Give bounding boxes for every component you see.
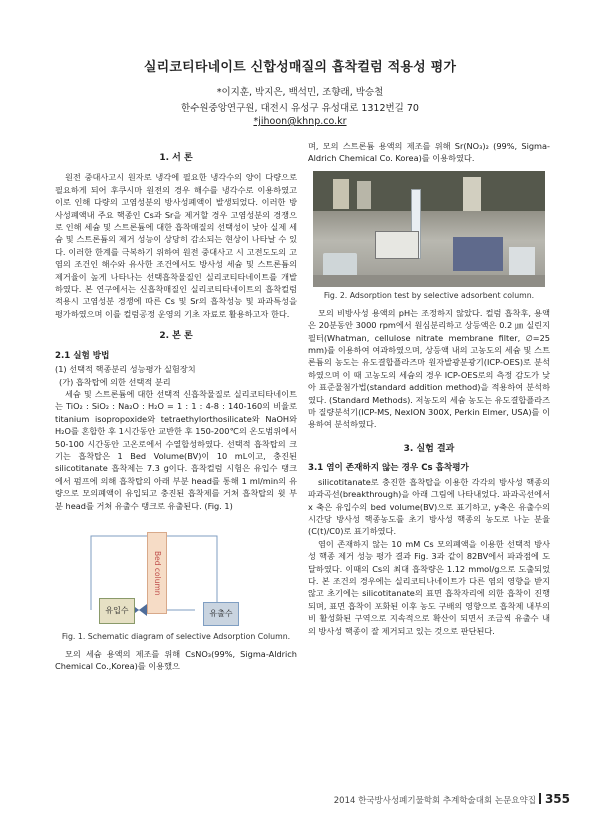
photo-beaker: [509, 247, 535, 277]
email-link[interactable]: *jihoon@khnp.co.kr: [253, 116, 347, 127]
photo-stirrer: [453, 237, 503, 271]
affiliation: 한수원중앙연구원, 대전시 유성구 유성대로 1312번길 70: [181, 103, 419, 114]
inlet-tank: [99, 598, 135, 624]
photo-bottle: [357, 181, 371, 209]
photo-pump: [375, 231, 419, 259]
outlet-tank-label: 유출수: [209, 608, 233, 618]
subsection-heading-cs: 3.1 염이 존재하지 않는 경우 Cs 흡착평가: [308, 463, 469, 474]
item-heading-2: (가) 흡착탑에 의한 선택적 분리: [59, 376, 171, 387]
footer-text: 2014 한국방사성폐기물학회 추계학술대회 논문요약집: [333, 796, 536, 806]
page-number: 355: [544, 792, 570, 806]
result-paragraph-1: silicotitanate로 충진한 흡착탑을 이용한 각각의 방사성 핵종의 파과곡선(breakthrough)을 아래 그림에 나타내었다. 파과곡선에서 x 축은 유입수의 bed volume(BV)으로 표기하고, y축은 유출수의 시간당 방사성 핵종농도를 초기 방사성 핵종의 농도로 나눈 분율(C(t)/C0)로 표기하였다.: [308, 476, 550, 537]
left-column: [55, 146, 297, 673]
figure-2-photo: [313, 171, 545, 287]
figure-2-caption: Fig. 2. Adsorption test by selective adsorbent column.: [323, 290, 535, 300]
photo-bottle: [463, 177, 481, 211]
photo-bottle: [333, 179, 349, 209]
author-list: *이지훈, 박지은, 백석민, 조향래, 박승철: [216, 87, 384, 98]
left-bottom-paragraph: 모의 세슘 용액의 제조를 위해 CsNO₃(99%, Sigma-Aldrich Chemical Co.,Korea)를 이용했으: [55, 648, 297, 672]
item-heading-1: (1) 선택적 핵종분리 성능평가 실험장치: [55, 364, 196, 375]
subsection-heading-methods: 2.1 실험 방법: [55, 350, 110, 361]
analysis-paragraph: 모의 비방사성 용액의 pH는 조정하지 않았다. 컬럼 흡착후, 용액은 20분동안 3000 rpm에서 원심분리하고 상등액은 0.2 ㎛ 실린지 필터(Whatman, cellulose nitrate membrane filter, ∅=25 mm)를 이용하여 여과하였으며, 상등액 내의 고농도의 세슘 및 스트론튬의 농도는 유도결합플라즈마 원자발광분광기(ICP-OES)로 분석하였으며 이 때 고농도의 세슘의 경우 ICP-OES로의 측정 감도가 낮아 표준물첨가법(standard addition method)을 적용하여 분석하였다. (Standard Methods). 저농도의 세슘 농도는 유도결합플라즈마 질량분석기(ICP-MS, NexION 300X, Perkin Elmer, USA)를 이용하여 분석하였다.: [308, 307, 550, 430]
right-top-paragraph: 며, 모의 스트론튬 용액의 제조를 위해 Sr(NO₃)₂ (99%, Sigma-Aldrich Chemical Co. Korea)를 이용하였다.: [308, 141, 550, 164]
figure-1-caption: Fig. 1. Schematic diagram of selective Adsorption Column.: [61, 631, 291, 641]
section-heading-results: 3. 실험 결과: [403, 443, 455, 454]
figure-1-schematic: [55, 518, 297, 628]
footer-divider: [539, 793, 541, 804]
bed-column-label: Bed column: [153, 550, 163, 596]
schematic-lines: [55, 518, 297, 628]
section-heading-intro: 1. 서 론: [159, 153, 193, 163]
inlet-tank-label: 유입수: [105, 605, 129, 615]
photo-bench: [313, 275, 545, 287]
bed-column: [147, 532, 167, 614]
intro-paragraph: 원전 중대사고시 원자로 냉각에 필요한 냉각수의 양이 다량으로 필요하게 되어 후쿠시마 원전의 경우 해수를 냉각수로 이용하였고 이로 인해 다량의 고염성분의 방사성폐액이 발생되었다. 이러한 방사성폐액내 주요 핵종인 Cs과 Sr을 제거할 경우 고염성분의 경쟁으로 인해 세슘 및 스트론튬에 대한 흡착매질의 선택성이 낮아 실제 세슘 및 스트론튬의 제거 성능이 상당히 감소되는 현상이 나타날 수 있다. 이러한 한계를 극복하기 위하여 원전 중대사고 시 고전도도의 고염의 조건인 해수와 유사한 조건에서도 방사성 세슘 및 스트론튬의 제거율이 높게 나타나는 선택흡착물질인 실리코티타네이트를 개발하였다. 본 연구에서는 신흡착매질인 실리코티타네이트의 흡착컬럼 적용시 고염성분 경쟁에 따른 Cs 및 Sr의 흡착성능 및 파과특성을 평가하였으며 이를 컬럼공정 운영의 기초 자료로 활용하고자 한다.: [55, 172, 297, 319]
page-footer: [330, 792, 570, 806]
method-paragraph: 세슘 및 스트론튬에 대한 선택적 신흡착물질로 실리코티타네이트는 TiO₂ : SiO₂ : Na₂O : H₂O = 1 : 1 : 4-8 : 140-160의 비율로 titanium isopropoxide와 tetraethylorthosilicate와 NaOH와 H₂O를 혼합한 후 1시간동안 교반한 후 150-200℃의 온도범위에서 50-100 시간동안 고온로에서 수열합성하였다. 선택적 흡착탑의 크기는 흡착탑은 1 Bed Volume(BV)이 10 mL이고, 충진된 silicotitanate 흡착제는 7.3 g이다. 흡착컬럼 시험은 유입수 탱크에서 펌프에 의해 흡착탑의 아래 부분 head를 통해 1 ml/min의 유량으로 모의폐액이 유입되고 충진된 흡착제를 거쳐 흡착탑의 윗 부분 head를 거쳐 유출수 탱크로 유출된다. (Fig. 1): [55, 388, 297, 511]
result-paragraph-2: 염이 존재하지 않는 10 mM Cs 모의폐액을 이용한 선택적 방사성 핵종 제거 성능 평가 결과 Fig. 3과 같이 82BV에서 파과점에 도달하였다. 이때의 Cs의 최대 흡착량은 1.12 mmol/g으로 도출되었다. 본 조건의 경우에는 실리코티나네이트가 다른 염의 영향을 받지 않고 초기에는 silicotitanate의 표면 흡착자리에 의한 흡착이 진행되며, 표면 흡착이 포화된 이후 농도 구배의 영향으로 흡착제 내부의 비 활성화된 구역으로 지속적으로 확산이 되면서 조금씩 유출수 내의 방사성 핵종이 잘 제거되고 있는 것으로 판단된다.: [308, 538, 550, 636]
paper-title: 실리코티타네이트 신합성매질의 흡착컬럼 적용성 평가: [143, 60, 457, 75]
right-column: [308, 140, 550, 637]
outlet-tank: [203, 602, 239, 626]
author-email: [0, 116, 600, 127]
section-heading-body: 2. 본 론: [159, 331, 193, 342]
